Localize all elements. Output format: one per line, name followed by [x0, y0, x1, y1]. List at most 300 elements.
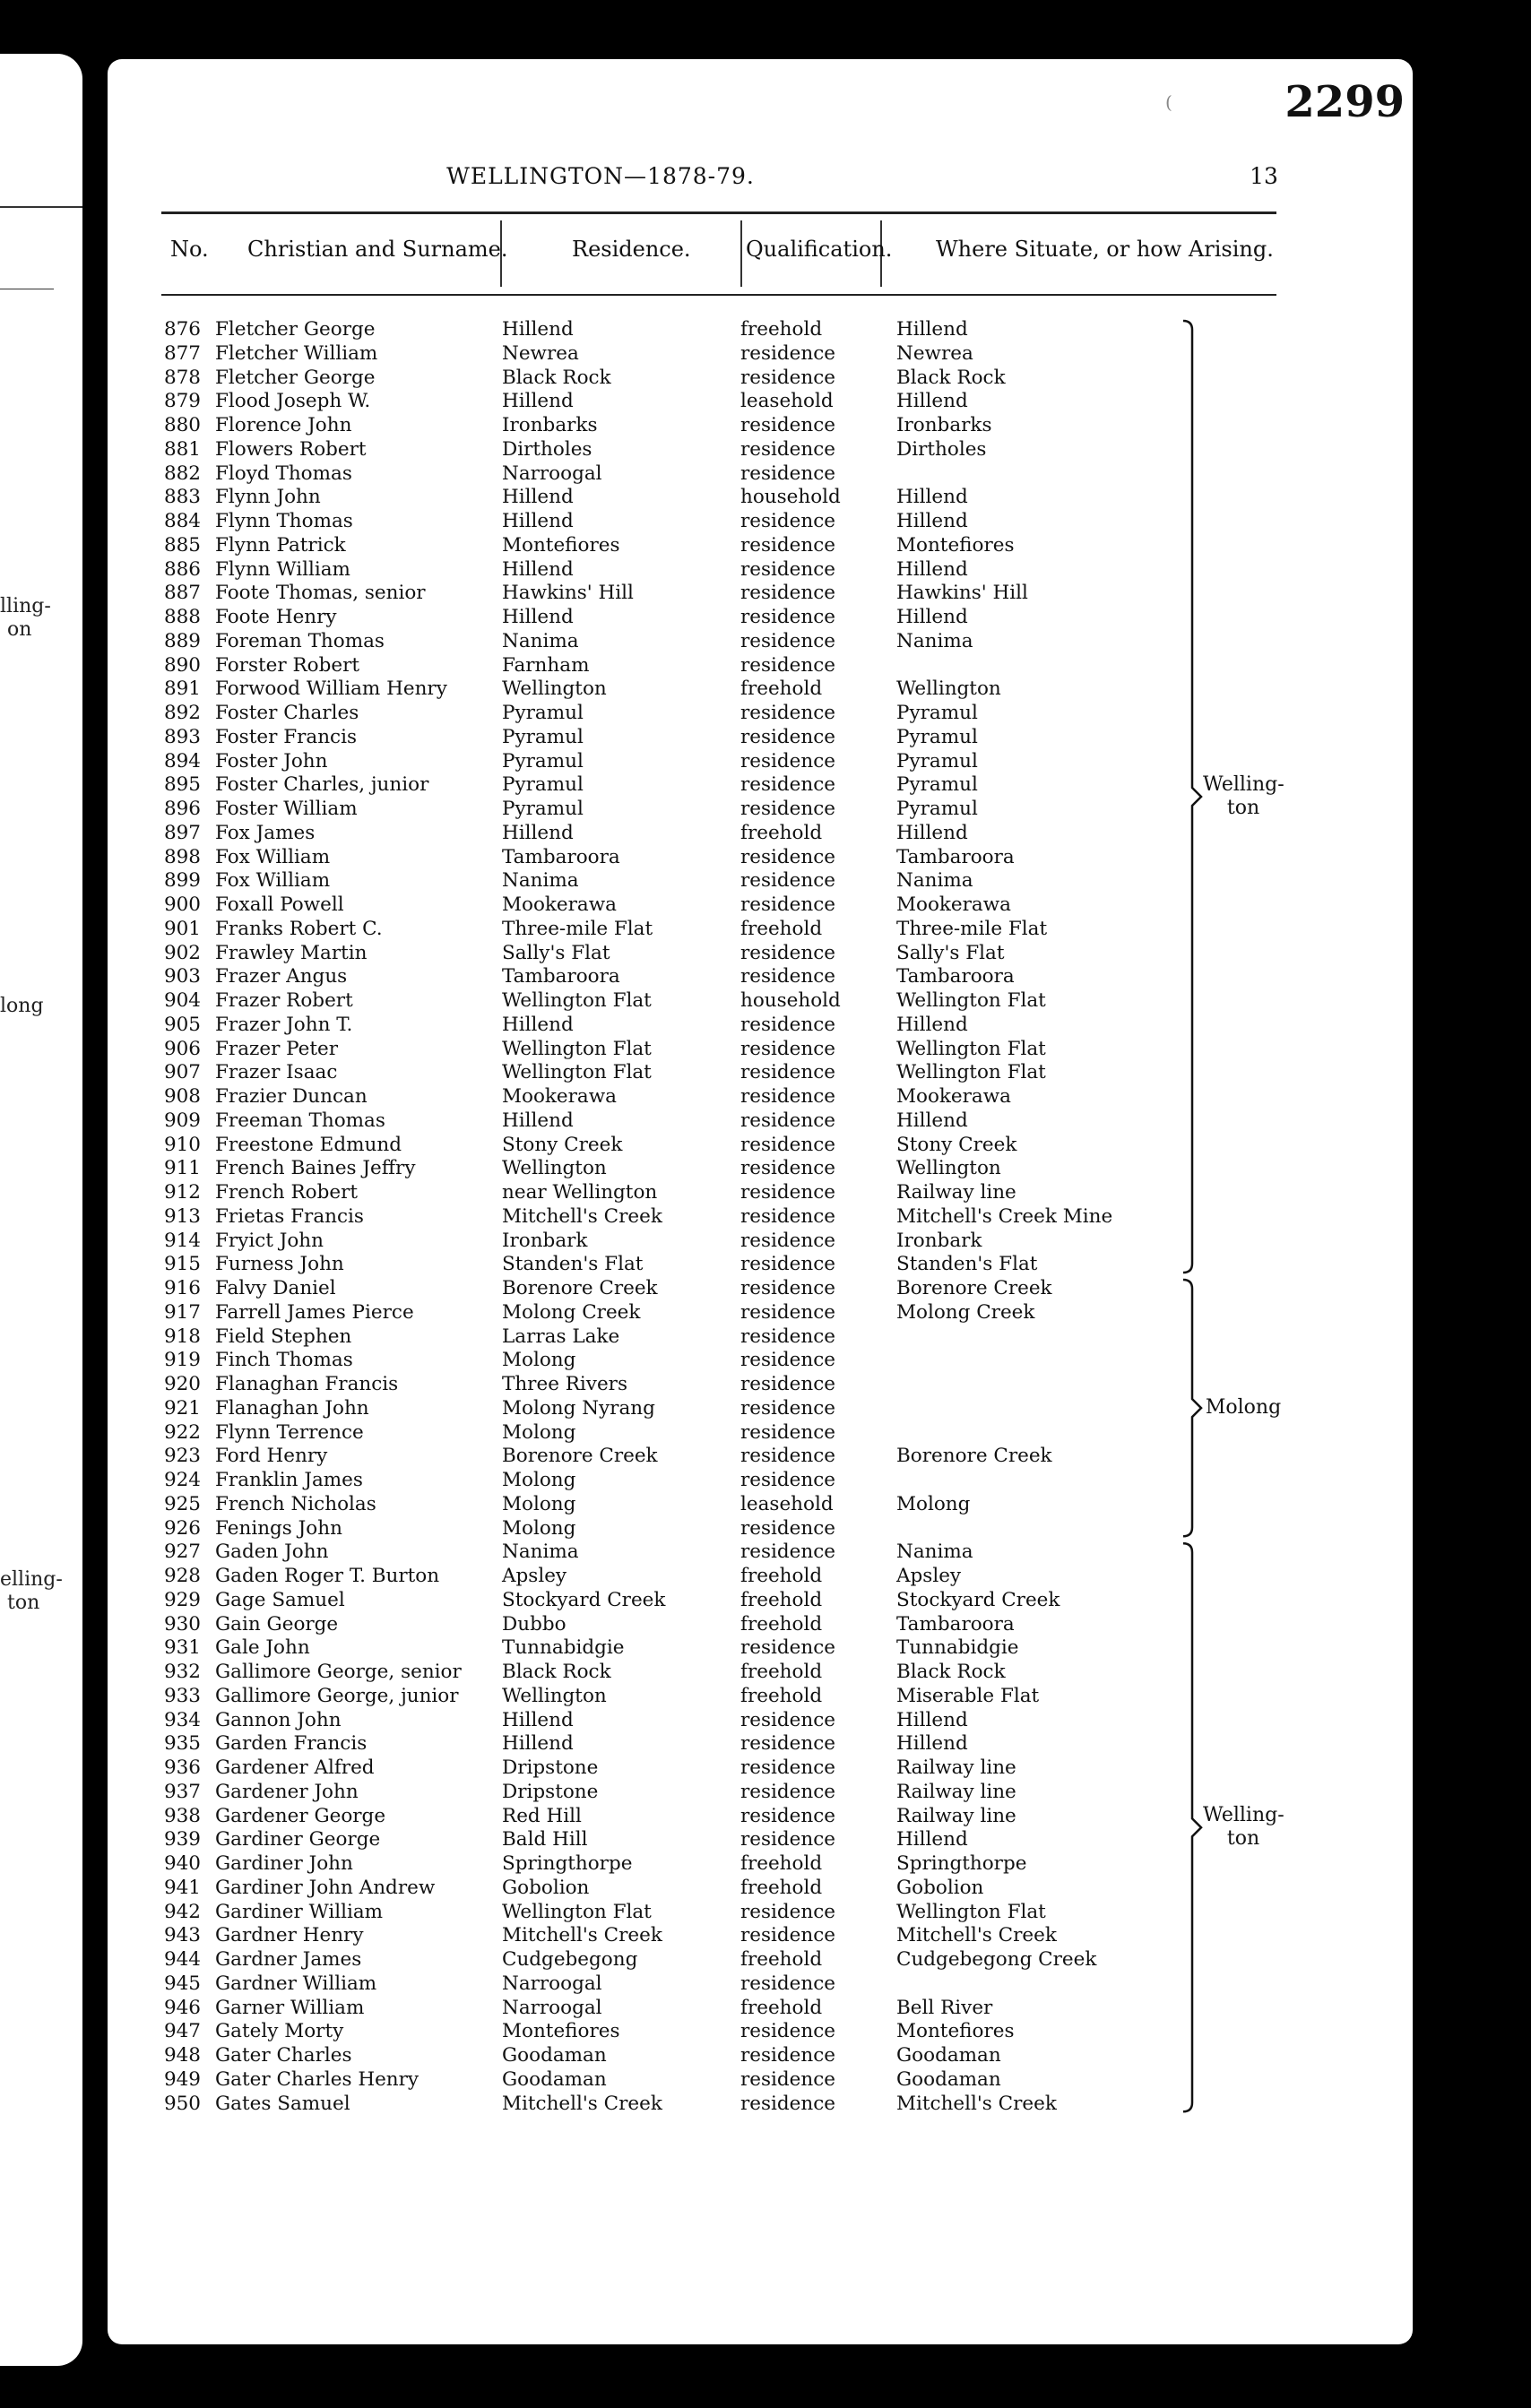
qualification-cell: residence: [740, 1085, 836, 1108]
qualification-cell: residence: [740, 749, 836, 772]
qualification-cell: residence: [740, 629, 836, 652]
elector-name: Frazer Isaac: [215, 1061, 338, 1084]
row-number: 944: [163, 1948, 201, 1971]
column-header-qualification: Qualification.: [746, 237, 893, 262]
where-situate-cell: Nanima: [896, 869, 973, 893]
where-situate-cell: Bell River: [896, 1996, 993, 2019]
qualification-cell: freehold: [740, 1684, 823, 1707]
row-number: 889: [163, 629, 201, 652]
elector-name: Gardiner John Andrew: [215, 1876, 436, 1899]
elector-name: Gates Samuel: [215, 2092, 350, 2115]
row-number: 895: [163, 773, 201, 797]
where-situate-cell: Tambaroora: [896, 965, 1015, 988]
qualification-cell: freehold: [740, 917, 823, 940]
elector-name: Gater Charles: [215, 2044, 352, 2067]
residence-cell: Narroogal: [502, 1996, 602, 2019]
elector-name: Flanaghan Francis: [215, 1373, 399, 1395]
where-situate-cell: Black Rock: [896, 1661, 1006, 1683]
residence-cell: Wellington Flat: [502, 1037, 652, 1060]
where-situate-cell: Mitchell's Creek Mine: [896, 1204, 1113, 1228]
qualification-cell: residence: [740, 1469, 836, 1491]
qualification-cell: household: [740, 989, 841, 1012]
elector-name: Foster John: [215, 749, 328, 772]
row-number: 929: [163, 1588, 201, 1611]
elector-name: French Nicholas: [215, 1492, 376, 1515]
qualification-cell: residence: [740, 1972, 836, 1995]
elector-name: Fryict John: [215, 1229, 324, 1252]
residence-cell: Newrea: [502, 341, 579, 365]
qualification-cell: residence: [740, 2067, 836, 2091]
elector-name: Freestone Edmund: [215, 1133, 402, 1156]
residence-cell: Three-mile Flat: [502, 917, 653, 940]
elector-name: Garner William: [215, 1996, 365, 2019]
qualification-cell: residence: [740, 1229, 836, 1252]
elector-name: Forster Robert: [215, 653, 360, 677]
qualification-cell: freehold: [740, 1876, 823, 1899]
residence-cell: Molong: [502, 1349, 576, 1372]
residence-cell: Pyramul: [502, 702, 584, 724]
document-page: [108, 59, 1413, 2344]
group-label: [1203, 773, 1284, 820]
residence-cell: Stony Creek: [502, 1133, 623, 1156]
row-number: 947: [163, 2020, 201, 2043]
residence-cell: Wellington: [502, 1684, 607, 1707]
where-situate-cell: Apsley: [896, 1565, 962, 1587]
folio-number: 13: [1250, 163, 1278, 189]
residence-cell: Tambaroora: [502, 965, 620, 988]
qualification-cell: household: [740, 486, 841, 509]
where-situate-cell: Borenore Creek: [896, 1445, 1052, 1468]
qualification-cell: residence: [740, 2044, 836, 2067]
row-number: 911: [163, 1157, 201, 1180]
qualification-cell: freehold: [740, 1948, 823, 1971]
elector-name: Frazer John T.: [215, 1013, 353, 1036]
qualification-cell: residence: [740, 1420, 836, 1444]
prev-page-rule: [0, 206, 82, 208]
prev-page-fragment: ton: [7, 1592, 40, 1614]
elector-name: Foster Francis: [215, 725, 358, 748]
where-situate-cell: Railway line: [896, 1756, 1016, 1779]
row-number: 881: [163, 437, 201, 461]
where-situate-cell: Stony Creek: [896, 1133, 1017, 1156]
elector-name: Gardiner George: [215, 1828, 381, 1851]
where-situate-cell: Wellington Flat: [896, 989, 1046, 1012]
group-brackets: [108, 59, 1413, 2344]
row-number: 942: [163, 1900, 201, 1923]
elector-name: Flanaghan John: [215, 1396, 369, 1420]
row-number: 894: [163, 749, 201, 772]
row-number: 930: [163, 1612, 201, 1636]
where-situate-cell: Wellington Flat: [896, 1037, 1046, 1060]
qualification-cell: freehold: [740, 1612, 823, 1636]
where-situate-cell: Springthorpe: [896, 1852, 1027, 1875]
elector-name: Franks Robert C.: [215, 917, 383, 940]
qualification-cell: residence: [740, 1013, 836, 1036]
qualification-cell: residence: [740, 1181, 836, 1204]
residence-cell: Hillend: [502, 486, 574, 509]
elector-name: Gale John: [215, 1636, 310, 1660]
column-header-no: No.: [170, 237, 209, 262]
qualification-cell: residence: [740, 845, 836, 868]
where-situate-cell: Newrea: [896, 341, 973, 365]
qualification-cell: residence: [740, 1157, 836, 1180]
elector-name: Frawley Martin: [215, 941, 368, 964]
row-number: 921: [163, 1396, 201, 1420]
residence-cell: Gobolion: [502, 1876, 590, 1899]
elector-name: Gallimore George, senior: [215, 1661, 462, 1683]
residence-cell: Mitchell's Creek: [502, 1204, 662, 1228]
page-number: 2299: [1284, 77, 1405, 127]
qualification-cell: residence: [740, 557, 836, 581]
where-situate-cell: Hillend: [896, 557, 968, 581]
qualification-cell: residence: [740, 1732, 836, 1756]
elector-name: Fenings John: [215, 1516, 342, 1540]
residence-cell: Nanima: [502, 629, 579, 652]
row-number: 915: [163, 1253, 201, 1276]
row-number: 931: [163, 1636, 201, 1660]
row-number: 941: [163, 1876, 201, 1899]
where-situate-cell: Goodaman: [896, 2067, 1001, 2091]
qualification-cell: leasehold: [740, 1492, 834, 1515]
residence-cell: Hillend: [502, 557, 574, 581]
qualification-cell: residence: [740, 1300, 836, 1324]
row-number: 912: [163, 1181, 201, 1204]
where-situate-cell: Dirtholes: [896, 437, 987, 461]
row-number: 920: [163, 1373, 201, 1395]
where-situate-cell: Wellington: [896, 1157, 1001, 1180]
elector-name: Gallimore George, junior: [215, 1684, 459, 1707]
elector-name: Fletcher George: [215, 318, 376, 341]
where-situate-cell: Gobolion: [896, 1876, 984, 1899]
group-label-line: Molong: [1205, 1396, 1282, 1420]
elector-name: Flowers Robert: [215, 437, 367, 461]
residence-cell: Goodaman: [502, 2067, 607, 2091]
qualification-cell: residence: [740, 702, 836, 724]
qualification-cell: freehold: [740, 1852, 823, 1875]
residence-cell: Tunnabidgie: [502, 1636, 625, 1660]
qualification-cell: residence: [740, 1061, 836, 1084]
row-number: 880: [163, 414, 201, 436]
group-label-line: ton: [1226, 797, 1260, 819]
group-bracket: [1183, 1280, 1201, 1536]
residence-cell: Pyramul: [502, 773, 584, 797]
where-situate-cell: Hillend: [896, 486, 968, 509]
row-number: 906: [163, 1037, 201, 1060]
elector-name: Fox James: [215, 821, 316, 844]
row-number: 901: [163, 917, 201, 940]
residence-cell: Stockyard Creek: [502, 1588, 666, 1611]
elector-name: Floyd Thomas: [215, 462, 352, 485]
residence-cell: Sally's Flat: [502, 941, 610, 964]
group-label-line: Welling-: [1203, 773, 1284, 796]
residence-cell: Molong Creek: [502, 1300, 641, 1324]
where-situate-cell: Railway line: [896, 1181, 1016, 1204]
where-situate-cell: Stockyard Creek: [896, 1588, 1060, 1611]
elector-name: Frazer Peter: [215, 1037, 339, 1060]
residence-cell: Red Hill: [502, 1804, 582, 1827]
where-situate-cell: Pyramul: [896, 773, 978, 797]
row-number: 879: [163, 390, 201, 413]
group-bracket: [1183, 1543, 1201, 2111]
where-situate-cell: Pyramul: [896, 725, 978, 748]
residence-cell: Hillend: [502, 1732, 574, 1756]
elector-name: Gardiner John: [215, 1852, 353, 1875]
qualification-cell: residence: [740, 510, 836, 532]
elector-name: Gardner William: [215, 1972, 377, 1995]
residence-cell: Goodaman: [502, 2044, 607, 2067]
row-number: 926: [163, 1516, 201, 1540]
elector-name: Garden Francis: [215, 1732, 368, 1756]
where-situate-cell: Mookerawa: [896, 1085, 1011, 1108]
row-number: 902: [163, 941, 201, 964]
residence-cell: Dripstone: [502, 1756, 599, 1779]
row-number: 900: [163, 893, 201, 916]
row-number: 922: [163, 1420, 201, 1444]
qualification-cell: residence: [740, 1924, 836, 1947]
qualification-cell: residence: [740, 1396, 836, 1420]
where-situate-cell: Mitchell's Creek: [896, 2092, 1057, 2115]
residence-cell: Molong: [502, 1420, 576, 1444]
where-situate-cell: Cudgebegong Creek: [896, 1948, 1097, 1971]
row-number: 908: [163, 1085, 201, 1108]
group-label-line: ton: [1226, 1827, 1260, 1851]
where-situate-cell: Ironbarks: [896, 414, 992, 436]
row-number: 899: [163, 869, 201, 893]
qualification-cell: residence: [740, 1804, 836, 1827]
row-number: 928: [163, 1565, 201, 1587]
residence-cell: Larras Lake: [502, 1325, 620, 1348]
qualification-cell: residence: [740, 1780, 836, 1803]
qualification-cell: residence: [740, 725, 836, 748]
residence-cell: Wellington Flat: [502, 1061, 652, 1084]
where-situate-cell: Hillend: [896, 821, 968, 844]
elector-name: Flynn John: [215, 486, 321, 509]
elector-name: Fletcher George: [215, 366, 376, 389]
elector-name: Finch Thomas: [215, 1349, 353, 1372]
qualification-cell: residence: [740, 1445, 836, 1468]
elector-name: Gaden John: [215, 1541, 329, 1564]
residence-cell: Mookerawa: [502, 1085, 617, 1108]
where-situate-cell: Hillend: [896, 1828, 968, 1851]
elector-name: Gardiner William: [215, 1900, 384, 1923]
group-label: [1203, 1804, 1284, 1851]
row-number: 925: [163, 1492, 201, 1515]
elector-name: Flynn Thomas: [215, 510, 353, 532]
residence-cell: Montefiores: [502, 533, 620, 557]
where-situate-cell: Wellington Flat: [896, 1061, 1046, 1084]
residence-cell: Wellington Flat: [502, 989, 652, 1012]
where-situate-cell: Borenore Creek: [896, 1277, 1052, 1299]
elector-name: Franklin James: [215, 1469, 363, 1491]
row-number: 935: [163, 1732, 201, 1756]
residence-cell: Ironbark: [502, 1229, 588, 1252]
qualification-cell: residence: [740, 437, 836, 461]
qualification-cell: freehold: [740, 318, 823, 341]
residence-cell: Montefiores: [502, 2020, 620, 2043]
qualification-cell: residence: [740, 1516, 836, 1540]
elector-name: Gardener John: [215, 1780, 359, 1803]
where-situate-cell: Mookerawa: [896, 893, 1011, 916]
residence-cell: Three Rivers: [502, 1373, 627, 1395]
qualification-cell: residence: [740, 1349, 836, 1372]
elector-name: Gardener George: [215, 1804, 386, 1827]
elector-name: Frazier Duncan: [215, 1085, 368, 1108]
elector-name: Gater Charles Henry: [215, 2067, 420, 2091]
where-situate-cell: Tambaroora: [896, 845, 1015, 868]
residence-cell: Pyramul: [502, 798, 584, 820]
residence-cell: Standen's Flat: [502, 1253, 644, 1276]
row-number: 909: [163, 1109, 201, 1132]
row-number: 917: [163, 1300, 201, 1324]
where-situate-cell: Hillend: [896, 1708, 968, 1731]
row-number: 934: [163, 1708, 201, 1731]
elector-name: Gannon John: [215, 1708, 342, 1731]
where-situate-cell: Hillend: [896, 1109, 968, 1132]
elector-name: Farrell James Pierce: [215, 1300, 414, 1324]
elector-name: Foster Charles, junior: [215, 773, 429, 797]
qualification-cell: residence: [740, 1756, 836, 1779]
where-situate-cell: Pyramul: [896, 749, 978, 772]
where-situate-cell: Molong Creek: [896, 1300, 1035, 1324]
qualification-cell: residence: [740, 1277, 836, 1299]
elector-name: Ford Henry: [215, 1445, 328, 1468]
residence-cell: Mookerawa: [502, 893, 617, 916]
qualification-cell: freehold: [740, 821, 823, 844]
row-number: 913: [163, 1204, 201, 1228]
row-number: 940: [163, 1852, 201, 1875]
qualification-cell: residence: [740, 965, 836, 988]
residence-cell: Hillend: [502, 1109, 574, 1132]
row-number: 890: [163, 653, 201, 677]
residence-cell: Dirtholes: [502, 437, 593, 461]
row-number: 886: [163, 557, 201, 581]
row-number: 936: [163, 1756, 201, 1779]
group-label: [1203, 1396, 1284, 1420]
qualification-cell: freehold: [740, 1565, 823, 1587]
elector-name: Frazer Angus: [215, 965, 348, 988]
elector-name: Flynn Patrick: [215, 533, 346, 557]
where-situate-cell: Molong: [896, 1492, 971, 1515]
elector-name: Frietas Francis: [215, 1204, 364, 1228]
qualification-cell: residence: [740, 1325, 836, 1348]
residence-cell: Borenore Creek: [502, 1445, 658, 1468]
qualification-cell: residence: [740, 1636, 836, 1660]
prev-page-fragment: on: [7, 618, 32, 641]
residence-cell: Hillend: [502, 606, 574, 628]
residence-cell: Hillend: [502, 1708, 574, 1731]
qualification-cell: residence: [740, 869, 836, 893]
row-number: 897: [163, 821, 201, 844]
elector-name: Florence John: [215, 414, 352, 436]
where-situate-cell: Wellington: [896, 678, 1001, 701]
row-number: 946: [163, 1996, 201, 2019]
row-number: 927: [163, 1541, 201, 1564]
qualification-cell: residence: [740, 1109, 836, 1132]
elector-name: Forwood William Henry: [215, 678, 447, 701]
where-situate-cell: Hillend: [896, 318, 968, 341]
qualification-cell: residence: [740, 1253, 836, 1276]
column-header-where: Where Situate, or how Arising.: [936, 237, 1274, 262]
row-number: 923: [163, 1445, 201, 1468]
residence-cell: Hillend: [502, 1013, 574, 1036]
elector-name: Foote Thomas, senior: [215, 582, 426, 605]
qualification-cell: residence: [740, 341, 836, 365]
qualification-cell: residence: [740, 1037, 836, 1060]
row-number: 948: [163, 2044, 201, 2067]
row-number: 945: [163, 1972, 201, 1995]
row-number: 876: [163, 318, 201, 341]
elector-name: Frazer Robert: [215, 989, 353, 1012]
residence-cell: Black Rock: [502, 366, 611, 389]
qualification-cell: residence: [740, 1133, 836, 1156]
residence-cell: Pyramul: [502, 725, 584, 748]
row-number: 878: [163, 366, 201, 389]
row-number: 893: [163, 725, 201, 748]
qualification-cell: residence: [740, 533, 836, 557]
elector-name: Gardner James: [215, 1948, 362, 1971]
qualification-cell: residence: [740, 941, 836, 964]
column-header-name: Christian and Surname.: [247, 237, 508, 262]
where-situate-cell: Pyramul: [896, 798, 978, 820]
qualification-cell: residence: [740, 773, 836, 797]
residence-cell: Pyramul: [502, 749, 584, 772]
residence-cell: Hillend: [502, 821, 574, 844]
elector-name: Falvy Daniel: [215, 1277, 336, 1299]
where-situate-cell: Railway line: [896, 1780, 1016, 1803]
residence-cell: Dubbo: [502, 1612, 567, 1636]
row-number: 932: [163, 1661, 201, 1683]
qualification-cell: leasehold: [740, 390, 834, 413]
qualification-cell: residence: [740, 798, 836, 820]
residence-cell: Nanima: [502, 1541, 579, 1564]
residence-cell: Molong: [502, 1516, 576, 1540]
residence-cell: Wellington: [502, 1157, 607, 1180]
row-number: 933: [163, 1684, 201, 1707]
residence-cell: Molong: [502, 1469, 576, 1491]
elector-name: Foreman Thomas: [215, 629, 385, 652]
residence-cell: Springthorpe: [502, 1852, 633, 1875]
where-situate-cell: Ironbark: [896, 1229, 982, 1252]
qualification-cell: freehold: [740, 678, 823, 701]
row-number: 877: [163, 341, 201, 365]
where-situate-cell: Pyramul: [896, 702, 978, 724]
previous-page-edge: [0, 54, 82, 2366]
row-number: 891: [163, 678, 201, 701]
row-number: 950: [163, 2092, 201, 2115]
residence-cell: Hawkins' Hill: [502, 582, 634, 605]
row-number: 898: [163, 845, 201, 868]
where-situate-cell: Hillend: [896, 1013, 968, 1036]
row-number: 887: [163, 582, 201, 605]
elector-name: Gage Samuel: [215, 1588, 345, 1611]
residence-cell: Hillend: [502, 390, 574, 413]
elector-name: Foxall Powell: [215, 893, 344, 916]
qualification-cell: residence: [740, 1204, 836, 1228]
margin-mark: (: [1165, 91, 1172, 113]
qualification-cell: residence: [740, 1541, 836, 1564]
residence-cell: Ironbarks: [502, 414, 598, 436]
row-number: 914: [163, 1229, 201, 1252]
elector-name: Foster Charles: [215, 702, 359, 724]
qualification-cell: residence: [740, 366, 836, 389]
residence-cell: Nanima: [502, 869, 579, 893]
elector-name: Gardner Henry: [215, 1924, 364, 1947]
residence-cell: Black Rock: [502, 1661, 611, 1683]
residence-cell: Farnham: [502, 653, 590, 677]
where-situate-cell: Three-mile Flat: [896, 917, 1048, 940]
row-number: 903: [163, 965, 201, 988]
elector-name: French Baines Jeffry: [215, 1157, 416, 1180]
